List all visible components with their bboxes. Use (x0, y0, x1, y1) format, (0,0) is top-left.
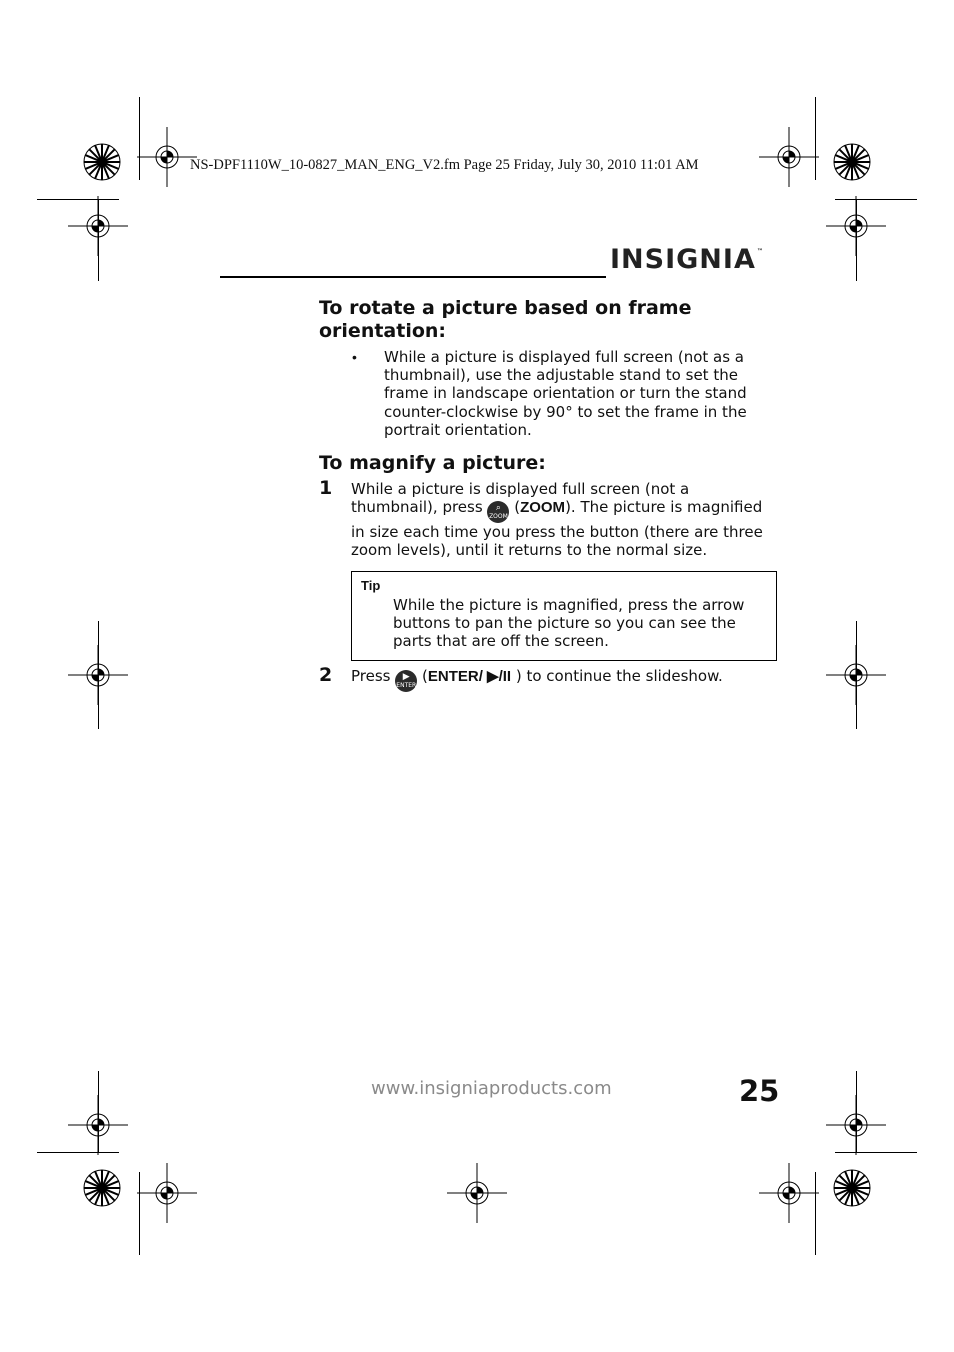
header-rule (220, 276, 606, 278)
bullet-marker: • (352, 349, 357, 365)
step-1-paren: ( (509, 498, 521, 517)
trademark-symbol: ™ (756, 248, 764, 255)
step-2-text-a: Press (351, 667, 396, 685)
step-1-text-b: ). The picture is magnified in size each time you press the button (there are three zoom levels), until it returns to the normal size. (351, 498, 763, 560)
tip-label: Tip (361, 578, 381, 593)
zoom-button-name: ZOOM (520, 499, 566, 517)
zoom-icon-caption: ZOOM (489, 513, 508, 521)
enter-icon-caption: ENTER (396, 682, 417, 689)
step-2-paren: ( (417, 667, 428, 685)
rotate-heading: To rotate a picture based on frame orientation: (319, 297, 692, 342)
enter-button-name: ENTER/ ▶/II (427, 668, 512, 685)
magnify-heading: To magnify a picture: (319, 452, 546, 474)
tip-text: While the picture is magnified, press the arrow buttons to pan the picture so you can see the parts that are off the screen. (393, 596, 745, 651)
page-number: 25 (739, 1074, 780, 1108)
enter-button-icon: ▶ ENTER (395, 670, 417, 692)
zoom-button-icon: ⌕ ZOOM (487, 501, 509, 523)
step-1-number: 1 (319, 477, 333, 499)
file-info-header: NS-DPF1110W_10-0827_MAN_ENG_V2.fm Page 25 Friday, July 30, 2010 11:01 AM (190, 157, 699, 173)
step-2-number: 2 (319, 664, 333, 686)
footer-url: www.insigniaproducts.com (371, 1078, 612, 1099)
step-2-text (351, 667, 781, 692)
logo-text: INSIGNIA (610, 244, 756, 275)
step-1-text (351, 480, 776, 560)
step-2-text-b: ) to continue the slideshow. (511, 667, 723, 685)
step-1-text-a: While a picture is displayed full screen (not a thumbnail), press (351, 480, 690, 517)
insignia-logo (610, 244, 764, 275)
rotate-instruction: While a picture is displayed full screen (not as a thumbnail), use the adjustable stand to set the frame in landscape orientation or turn the stand counter-clockwise by 90° to set the frame in the portrait orientation. (384, 348, 747, 439)
tip-box (351, 571, 777, 661)
